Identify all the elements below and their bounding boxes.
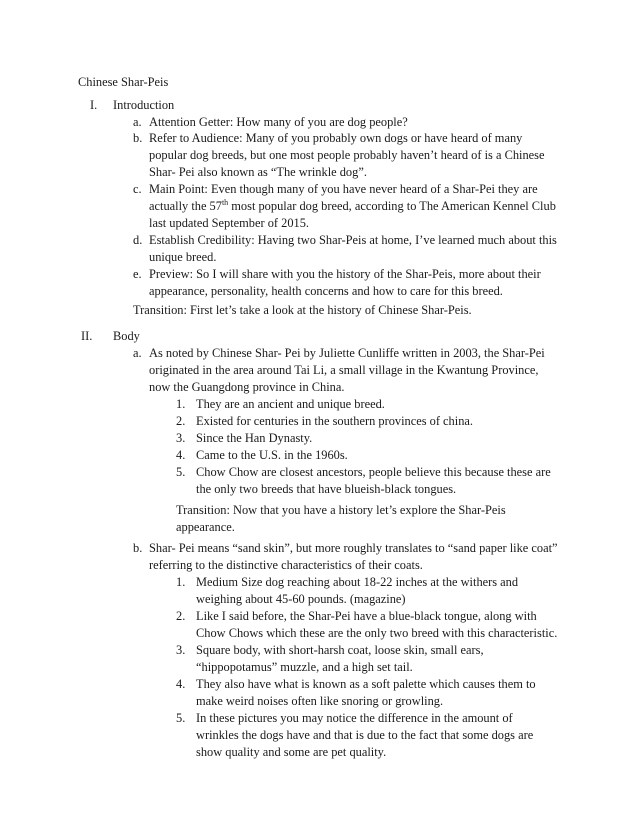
- document-title: Chinese Shar-Peis: [78, 75, 169, 89]
- outline-line: [149, 198, 556, 214]
- point-number: 5.: [176, 711, 186, 725]
- outline-line: originated in the area around Tai Li, a small village in the Kwantung Province,: [149, 363, 539, 377]
- outline-line: Medium Size dog reaching about 18-22 inches at the withers and: [196, 575, 519, 589]
- outline-line: unique breed.: [149, 250, 217, 264]
- outline-line: Shar- Pei means “sand skin”, but more roughly translates to “sand paper like coat”: [149, 541, 558, 555]
- outline-line: Square body, with short-harsh coat, loose skin, small ears,: [196, 643, 484, 657]
- outline-line: “hippopotamus” muzzle, and a high set tail.: [196, 660, 413, 674]
- section-heading: Introduction: [113, 98, 175, 112]
- outline-line: Came to the U.S. in the 1960s.: [196, 448, 348, 462]
- outline-line: referring to the distinctive characteristics of their coats.: [149, 558, 423, 572]
- outline-line: the only two breeds that have blueish-black tongues.: [196, 482, 457, 496]
- item-letter: b.: [133, 131, 143, 145]
- point-number: 1.: [176, 397, 186, 411]
- outline-line: Refer to Audience: Many of you probably own dogs or have heard of many: [149, 131, 523, 145]
- outline-line-rest: most popular dog breed, according to The American Kennel Club: [231, 199, 556, 213]
- section-numeral: I.: [90, 98, 98, 112]
- outline-line: Since the Han Dynasty.: [196, 431, 313, 445]
- outline-line: Attention Getter: How many of you are dog people?: [149, 115, 408, 129]
- outline-line: Chow Chow are closest ancestors, people believe this because these are: [196, 465, 551, 479]
- outline-line: Main Point: Even though many of you have never heard of a Shar-Pei they are: [149, 182, 538, 196]
- outline-line: Establish Credibility: Having two Shar-Peis at home, I’ve learned much about this: [149, 233, 557, 247]
- outline-line: They are an ancient and unique breed.: [196, 397, 385, 411]
- ordinal-suffix: th: [221, 197, 229, 207]
- point-number: 1.: [176, 575, 186, 589]
- point-number: 3.: [176, 431, 186, 445]
- point-number: 5.: [176, 465, 186, 479]
- item-letter: e.: [133, 267, 142, 281]
- outline-line: popular dog breeds, but one most people probably haven’t heard of is a Chinese: [149, 148, 545, 162]
- outline-line: Existed for centuries in the southern provinces of china.: [196, 414, 473, 428]
- item-letter: d.: [133, 233, 143, 247]
- section-numeral: II.: [81, 329, 93, 343]
- item-letter: a.: [133, 346, 142, 360]
- item-letter: a.: [133, 115, 142, 129]
- outline-line: Shar- Pei also known as “The wrinkle dog”.: [149, 165, 367, 179]
- outline-line: Chow Chows which these are the only two breed with this characteristic.: [196, 626, 558, 640]
- point-number: 3.: [176, 643, 186, 657]
- outline-line: last updated September of 2015.: [149, 216, 310, 230]
- outline-line: They also have what is known as a soft palette which causes them to: [196, 677, 536, 691]
- point-number: 2.: [176, 609, 186, 623]
- transition-text: appearance.: [176, 520, 235, 534]
- point-number: 4.: [176, 448, 186, 462]
- outline-line: In these pictures you may notice the difference in the amount of: [196, 711, 513, 725]
- outline-line: Preview: So I will share with you the history of the Shar-Peis, more about their: [149, 267, 541, 281]
- transition-text: Transition: First let’s take a look at the history of Chinese Shar-Peis.: [133, 303, 472, 317]
- outline-line: wrinkles the dogs have and that is due to the fact that some dogs are: [196, 728, 534, 742]
- outline-line: Like I said before, the Shar-Pei have a blue-black tongue, along with: [196, 609, 537, 623]
- item-letter: b.: [133, 541, 143, 555]
- outline-line: show quality and some are pet quality.: [196, 745, 387, 759]
- outline-line: appearance, personality, health concerns and how to care for this breed.: [149, 284, 503, 298]
- item-letter: c.: [133, 182, 142, 196]
- point-number: 2.: [176, 414, 186, 428]
- outline-line: now the Guangdong province in China.: [149, 380, 345, 394]
- point-number: 4.: [176, 677, 186, 691]
- outline-line: make weird noises often like snoring or growling.: [196, 694, 444, 708]
- outline-line: As noted by Chinese Shar- Pei by Juliette Cunliffe written in 2003, the Shar-Pei: [149, 346, 545, 360]
- ordinal-number: actually the 57: [149, 199, 222, 213]
- transition-text: Transition: Now that you have a history let’s explore the Shar-Peis: [176, 503, 506, 517]
- section-heading: Body: [113, 329, 140, 343]
- outline-line: weighing about 45-60 pounds. (magazine): [196, 592, 406, 606]
